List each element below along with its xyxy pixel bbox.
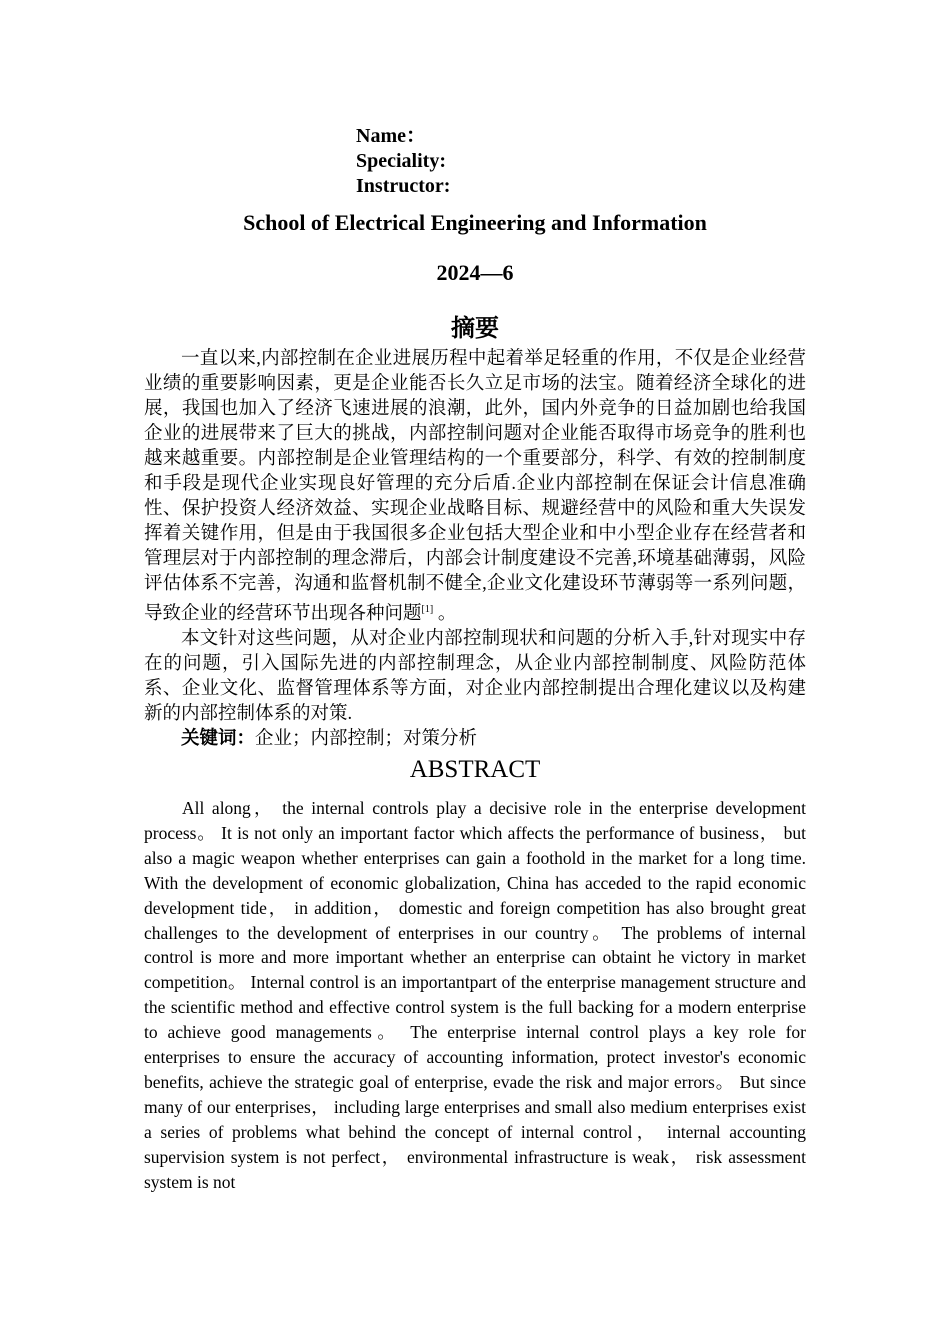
name-label: Name： bbox=[356, 125, 426, 147]
keywords bbox=[144, 727, 806, 752]
abstract-en-title: ABSTRACT bbox=[409, 756, 541, 783]
date: 2024—6 bbox=[436, 260, 514, 285]
paragraph-text: 一直以来,内部控制在企业进展历程中起着举足轻重的作用，不仅是企业经营业绩的重要影响因素，更是企业能否长久立足市场的法宝。随着经济全球化的进展，我国也加入了经济飞速进展的浪潮，此外，国内外竞争的日益加剧也给我国企业的进展带来了巨大的挑战，内部控制问题对企业能否取得市场竞争的胜利也越来越重要。内部控制是企业管理结构的一个重要部分，科学、有效的控制制度和手段是现代企业实现良好管理的充分后盾.企业内部控制在保证会计信息准确性、保护投资人经济效益、实现企业战略目标、规避经营中的风险和重大失误发挥着关键作用，但是由于我国很多企业包括大型企业和中小型企业存在经营者和管理层对于内部控制的理念滞后，内部会计制度建设不完善,环境基础薄弱，风险评估体系不完善，沟通和监督机制不健全,企业文化建设环节薄弱等一系列问题，导致企业的经营环节出现各种问题 bbox=[144, 349, 806, 625]
abstract-en-paragraph: All along， the internal controls play a decisive role in the enterprise development process。 It is not only an important factor which affects the performance of business， but also a magic weapon whether enterprises can gain a foothold in the market for a long time. With the development of economic globalization, China has acceded to the rapid economic development tide， in addition， domestic and foreign competition has also brought great challenges to the development of enterprises in our country。 The problems of internal control is more and more important whether an enterprise can obtaint he victory in market competition。 Internal control is an importantpart of the enterprise management structure and the scientific method and effective control system is the full backing for a modern enterprise to achieve good managements。 The enterprise internal control plays a key role for enterprises to ensure the accuracy of accounting information, protect investor's economic benefits, achieve the strategic goal of enterprise, evade the risk and major errors。 But since many of our enterprises， including large enterprises and small also medium enterprises exist a series of problems what behind the concept of internal control， internal accounting supervision system is not perfect， environmental infrastructure is weak， risk assessment system is not bbox=[144, 798, 806, 1192]
abstract-zh-body bbox=[144, 347, 806, 752]
school-name: School of Electrical Engineering and Information bbox=[243, 210, 707, 235]
speciality-label: Speciality: bbox=[356, 150, 446, 172]
keywords-value: 企业；内部控制；对策分析 bbox=[255, 729, 478, 750]
cover-info bbox=[356, 124, 450, 199]
instructor-label: Instructor: bbox=[356, 175, 451, 197]
paragraph-end: 。 bbox=[433, 604, 457, 625]
keywords-label: 关键词： bbox=[181, 729, 256, 750]
abstract-en-body bbox=[144, 796, 806, 1195]
citation-ref: [1] bbox=[421, 604, 434, 615]
abstract-zh-paragraph: 本文针对这些问题，从对企业内部控制现状和问题的分析入手,针对现实中存在的问题，引入国际先进的内部控制理念，从企业内部控制制度、风险防范体系、企业文化、监督管理体系等方面，对企业内部控制提出合理化建议以及构建新的内部控制体系的对策. bbox=[144, 629, 806, 725]
abstract-zh-title: 摘要 bbox=[451, 316, 499, 342]
abstract-zh-paragraph bbox=[144, 347, 806, 627]
